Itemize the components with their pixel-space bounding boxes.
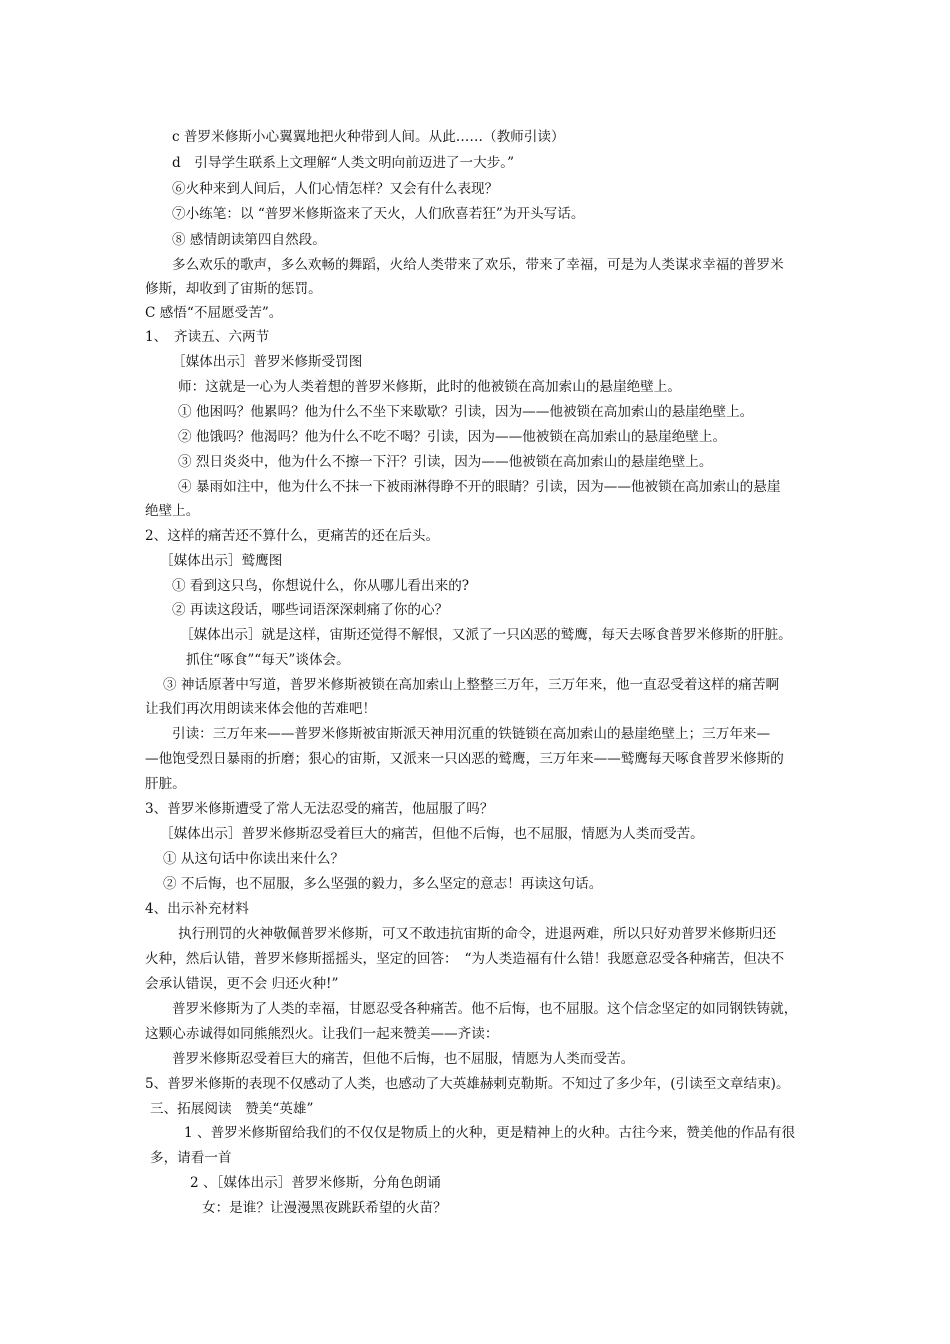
text-line: 多么欢乐的歌声，多么欢畅的舞蹈，火给人类带来了欢乐，带来了幸福，可是为人类谋求幸福的普罗米 xyxy=(172,257,784,273)
text-line: ① 他困吗？他累吗？他为什么不坐下来歇歇？引读，因为——他被锁在高加索山的悬崖绝壁上。 xyxy=(178,404,754,420)
text-line: ［媒体出示］普罗米修斯受罚图 xyxy=(172,354,363,370)
text-line: 2 、［媒体出示］普罗米修斯，分角色朗诵 xyxy=(190,1175,441,1191)
text-line: ② 他饿吗？他渴吗？他为什么不吃不喝？引读，因为——他被锁在高加索山的悬崖绝壁上。 xyxy=(178,429,727,445)
text-line: 这颗心赤诚得如同熊熊烈火。让我们一起来赞美——齐读： xyxy=(145,1026,499,1042)
text-line: ① 从这句话中你读出来什么？ xyxy=(163,851,345,867)
text-line: 1、 齐读五、六两节 xyxy=(145,329,270,345)
text-line: 3、普罗米修斯遭受了常人无法忍受的痛苦，他屈服了吗？ xyxy=(145,801,494,817)
text-line: 执行刑罚的火神敬佩普罗米修斯，可又不敢违抗宙斯的命令，进退两难，所以只好劝普罗米修斯归还 xyxy=(178,926,777,942)
text-line: ［媒体出示］普罗米修斯忍受着巨大的痛苦，但他不后悔，也不屈服，情愿为人类而受苦。 xyxy=(160,826,704,842)
text-line: ③ 神话原著中写道，普罗米修斯被锁在高加索山上整整三万年，三万年来，他一直忍受着这样的痛苦啊 xyxy=(163,677,780,693)
text-line: 引读：三万年来——普罗米修斯被宙斯派天神用沉重的铁链锁在高加索山的悬崖绝壁上；三万年来— xyxy=(172,726,771,742)
text-line: ① 看到这只鸟，你想说什么，你从哪儿看出来的? xyxy=(172,578,470,594)
text-line: 多，请看一首 xyxy=(150,1150,232,1166)
text-line: 5、普罗米修斯的表现不仅感动了人类，也感动了大英雄赫剌克勒斯。不知过了多少年，(引读至文章结束)。 xyxy=(145,1076,790,1092)
text-line: 肝脏。 xyxy=(145,776,186,792)
text-line: —他饱受烈日暴雨的折磨；狠心的宙斯，又派来一只凶恶的鹫鹰，三万年来——鹫鹰每天啄食普罗米修斯的 xyxy=(145,751,784,767)
text-line: ［媒体出示］鹫鹰图 xyxy=(160,553,283,569)
text-line: d 引导学生联系上文理解“人类文明向前迈进了一大步。” xyxy=(172,155,515,171)
text-line: ⑦小练笔：以 “普罗米修斯盗来了天火，人们欣喜若狂”为开头写话。 xyxy=(172,206,585,222)
text-line: 让我们再次用朗读来体会他的苦难吧！ xyxy=(145,701,377,717)
text-line: ⑥火种来到人间后，人们心情怎样？又会有什么表现？ xyxy=(172,181,499,197)
text-line: 女：是谁？让漫漫黑夜跳跃希望的火苗？ xyxy=(202,1200,447,1216)
text-line: 修斯，却收到了宙斯的惩罚。 xyxy=(145,281,322,297)
text-line: c 普罗米修斯小心翼翼地把火种带到人间。从此……（教师引读） xyxy=(172,129,565,145)
text-line: ④ 暴雨如注中，他为什么不抹一下被雨淋得睁不开的眼睛？引读，因为——他被锁在高加索山的悬崖 xyxy=(178,479,781,495)
text-line: ⑧ 感情朗读第四自然段。 xyxy=(172,232,326,248)
text-line: 会承认错误，更不会 归还火种!” xyxy=(145,976,339,992)
text-line: 绝壁上。 xyxy=(145,503,200,519)
text-line: 普罗米修斯为了人类的幸福，甘愿忍受各种痛苦。他不后悔，也不屈服。这个信念坚定的如同钢铁铸就， xyxy=(172,1001,798,1017)
text-line: 师：这就是一心为人类着想的普罗米修斯，此时的他被锁在高加索山的悬崖绝壁上。 xyxy=(178,379,681,395)
text-line: ［媒体出示］就是这样，宙斯还觉得不解恨，又派了一只凶恶的鹫鹰，每天去啄食普罗米修斯的肝脏。 xyxy=(180,627,792,643)
text-line: C 感悟“不屈愿受苦”。 xyxy=(145,305,283,321)
text-line: 三、拓展阅读 赞美“英雄” xyxy=(150,1101,314,1117)
text-line: 4、出示补充材料 xyxy=(145,901,249,917)
text-line: 普罗米修斯忍受着巨大的痛苦，但他不后悔，也不屈服，情愿为人类而受苦。 xyxy=(172,1051,635,1067)
text-line: 火种，然后认错，普罗米修斯摇摇头，坚定的回答： “为人类造福有什么错！我愿意忍受各种痛苦，但决不 xyxy=(145,951,785,967)
text-line: 2、这样的痛苦还不算什么，更痛苦的还在后头。 xyxy=(145,528,440,544)
text-line: 1 、普罗米修斯留给我们的不仅仅是物质上的火种，更是精神上的火种。古往今来，赞美他的作品有很 xyxy=(184,1125,796,1141)
text-line: 抓住“啄食”“每天”谈体会。 xyxy=(186,652,350,668)
text-line: ② 不后悔，也不屈服，多么坚强的毅力，多么坚定的意志！再读这句话。 xyxy=(163,876,603,892)
text-line: ② 再读这段话，哪些词语深深刺痛了你的心？ xyxy=(172,602,449,618)
text-line: ③ 烈日炎炎中，他为什么不擦一下汗？引读，因为——他被锁在高加索山的悬崖绝壁上。 xyxy=(178,454,713,470)
